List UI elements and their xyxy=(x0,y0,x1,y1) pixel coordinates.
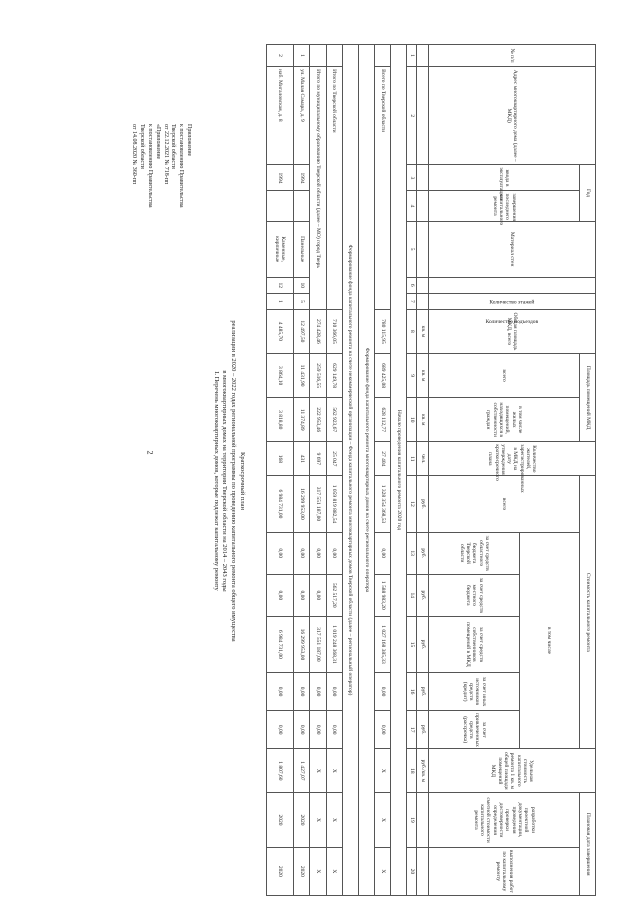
annex-line: Приложение xyxy=(186,124,192,157)
cell-premises-owned: 628 112,77 xyxy=(375,398,391,442)
cell-cost-total: 1 059 819 882,54 xyxy=(326,476,342,532)
unit-cell xyxy=(417,293,429,309)
cell-plan-docs: X xyxy=(375,793,391,847)
header-floors xyxy=(429,277,596,306)
cell-year-last-repair xyxy=(294,191,310,221)
unit-cell: руб. xyxy=(417,574,429,616)
col-number: 18 xyxy=(407,749,417,793)
col-number: 10 xyxy=(407,398,417,442)
cell-total-area: 12 497,50 xyxy=(294,309,310,353)
col-number: 3 xyxy=(407,165,417,191)
cell-total-area: 4 485,70 xyxy=(267,309,294,353)
title-line: I. Перечень многоквартирных домов, которые подлежат капитальному ремонту xyxy=(212,371,220,591)
cell-cost-other2: 0,00 xyxy=(267,711,294,749)
header-year-last-repair: завершения последнего капитального ремонта xyxy=(429,191,580,221)
cell-label: наб. Мигаловская, д. 8 xyxy=(267,67,294,165)
cell-label: ул. Малая Самара, д. 9 xyxy=(294,67,310,165)
header-cost-region: за счет средств областного бюджета Тверской области xyxy=(429,532,519,574)
cell-year-commission: 1994 xyxy=(267,165,294,191)
cell-label: Всего по Тверской области xyxy=(375,67,391,310)
annex-line: Тверской области xyxy=(139,124,146,169)
header-cost-owners: за счет средств собственников помещений в МКД xyxy=(429,616,519,672)
header-cost-local: за счет средств местного бюджета xyxy=(429,574,519,616)
cell-plan-works: 2020 xyxy=(267,847,294,895)
cell-wall-material: Каменные, кирпичные xyxy=(267,221,294,277)
cell-cost-owners: 317 551 187,00 xyxy=(310,616,326,672)
header-cost-group: Стоимость капитального ремонта xyxy=(579,476,595,749)
cell-plan-works: X xyxy=(310,847,326,895)
table-row xyxy=(375,45,391,896)
cell-cost-other: 0,00 xyxy=(326,673,342,711)
section-row xyxy=(391,45,407,896)
header-incl: в том числе xyxy=(519,532,579,749)
col-number: 7 xyxy=(407,293,417,309)
cell-floors: 10 xyxy=(294,277,310,293)
header-total-area: Общая площадь МКД, всего xyxy=(429,309,596,353)
col-number: 8 xyxy=(407,309,417,353)
header-premises-group: Площадь помещений МКД xyxy=(579,354,595,442)
cell-entrances: 5 xyxy=(294,293,310,309)
cell-entrances: 1 xyxy=(267,293,294,309)
unit-cell xyxy=(417,165,429,191)
cell-cost-other2: 0,00 xyxy=(375,711,391,749)
cell-plan-docs: X xyxy=(310,793,326,847)
col-number: 14 xyxy=(407,574,417,616)
cell-residents: 27 404 xyxy=(375,442,391,476)
cell-cost-local: 0,00 xyxy=(267,574,294,616)
cell-cost-owners: 1 019 248 368,31 xyxy=(326,616,342,672)
cell-residents: 168 xyxy=(267,442,294,476)
cell-year-commission: 1994 xyxy=(294,165,310,191)
cell-residents: 431 xyxy=(294,442,310,476)
unit-cell xyxy=(417,67,429,165)
header-premises-owned: в том числе жилых помещений, находящихся в собственности граждан xyxy=(429,398,580,442)
unit-cell: чел. xyxy=(417,442,429,476)
header-cost-total: всего xyxy=(429,476,580,532)
cell-cost-region: 0,00 xyxy=(326,532,342,574)
header-premises-total: всего xyxy=(429,354,580,398)
cell-cost-other: 0,00 xyxy=(375,673,391,711)
table-row xyxy=(310,45,326,896)
cell-num xyxy=(375,45,391,67)
cell-unit-cost: X xyxy=(326,749,342,793)
col-number: 16 xyxy=(407,673,417,711)
annex-line: от 22.12.2021 № 718-пп xyxy=(162,124,169,185)
cell-premises-total: 629 149,78 xyxy=(326,354,342,398)
col-number: 15 xyxy=(407,616,417,672)
section-tver: Формирование фонда капитального ремонта многоквартирных домов на счете регионального оператора xyxy=(358,45,374,896)
header-year-commission: ввода в эксплуатацию xyxy=(429,165,580,191)
col-number: 20 xyxy=(407,847,417,895)
col-number: 19 xyxy=(407,793,417,847)
cell-cost-region: 0,00 xyxy=(310,532,326,574)
cell-premises-owned: 3 818,80 xyxy=(267,398,294,442)
annex-line: от 14.08.2020 № 360-пп xyxy=(131,124,138,185)
cell-premises-total: 259 516,55 xyxy=(310,354,326,398)
header-address: Адрес многоквартирного дома (далее – МКД) xyxy=(429,67,596,165)
cell-cost-total: 16 299 953,00 xyxy=(294,476,310,532)
annex-line: к постановлению Правительства xyxy=(147,124,154,208)
header-year-group: Год xyxy=(579,165,595,221)
header-unit-cost: Удельная стоимость капитального ремонта 1 кв. м общей площади помещений МКД xyxy=(429,749,596,793)
cell-cost-other: 0,00 xyxy=(267,673,294,711)
cell-premises-total: 3 864,10 xyxy=(267,354,294,398)
repair-plan-table-wrapper xyxy=(266,44,596,896)
cell-unit-cost: X xyxy=(310,749,326,793)
unit-cell xyxy=(417,277,429,293)
unit-cell xyxy=(417,221,429,277)
col-number: 11 xyxy=(407,442,417,476)
cell-unit-cost: X xyxy=(375,749,391,793)
header-wall-material: Материал стен xyxy=(429,221,596,277)
header-plan-works: выполнения работ по капитальному ремонту xyxy=(429,847,580,895)
cell-cost-region: 0,00 xyxy=(267,532,294,574)
col-number: 1 xyxy=(407,45,417,67)
unit-cell xyxy=(417,45,429,67)
cell-premises-total: 689 425,08 xyxy=(375,354,391,398)
cell-plan-docs: 2020 xyxy=(294,793,310,847)
cell-unit-cost: 1 807,60 xyxy=(267,749,294,793)
cell-cost-total: 1 328 354 368,53 xyxy=(375,476,391,532)
cell-plan-docs: 2020 xyxy=(267,793,294,847)
cell-total-area: 274 428,46 xyxy=(310,309,326,353)
cell-cost-other2: 0,00 xyxy=(310,711,326,749)
cell-plan-docs: X xyxy=(326,793,342,847)
cell-cost-owners: 1 027 168 385,33 xyxy=(375,616,391,672)
annex-line: Тверской области xyxy=(170,124,177,169)
cell-floors: 12 xyxy=(267,277,294,293)
repair-plan-table xyxy=(266,44,596,896)
cell-residents: 25 047 xyxy=(326,442,342,476)
annex-line: к постановлению Правительства xyxy=(178,124,185,208)
header-entrances-text: Количество подъездов xyxy=(485,318,539,325)
annex-block xyxy=(130,124,192,294)
cell-cost-owners: 16 299 953,00 xyxy=(294,616,310,672)
cell-cost-local: 1 588 983,20 xyxy=(375,574,391,616)
unit-cell: руб. xyxy=(417,616,429,672)
col-number: 17 xyxy=(407,711,417,749)
cell-premises-owned: 222 953,46 xyxy=(310,398,326,442)
unit-cell xyxy=(417,191,429,221)
unit-cell: руб./кв. м xyxy=(417,749,429,793)
cell-total-area: 710 366,05 xyxy=(326,309,342,353)
header-plan-docs: разработки проектной документации, проведения проверки достоверности определения сметной стоимости капитального ремонта xyxy=(429,793,580,847)
header-floors-text: Количество этажей xyxy=(489,299,535,306)
cell-cost-owners: 6 984 731,00 xyxy=(267,616,294,672)
unit-cell: кв. м xyxy=(417,398,429,442)
title-line: реализации в 2020 – 2022 годах региональной программы по проведению капитального ремонта общего имущества xyxy=(230,320,238,642)
cell-label: Итого по муниципальному образованию Тверской области (далее – МО) город Тверь xyxy=(310,67,326,310)
unit-cell xyxy=(417,793,429,847)
cell-cost-region: 0,00 xyxy=(294,532,310,574)
header-residents: Количество жителей, зарегистрированных в МКД на дату утверждения краткосрочного плана xyxy=(429,442,596,476)
cell-num: 1 xyxy=(294,45,310,67)
header-plan-group: Плановая дата завершения xyxy=(579,793,595,896)
header-num: № п/п xyxy=(429,45,596,67)
section-row xyxy=(342,45,358,896)
cell-cost-total: 6 984 731,00 xyxy=(267,476,294,532)
section-2020: Начало проведения капитального ремонта 2020 год xyxy=(391,45,407,896)
unit-cell xyxy=(417,847,429,895)
col-number: 6 xyxy=(407,277,417,293)
cell-unit-cost: 1 427,07 xyxy=(294,749,310,793)
col-number: 5 xyxy=(407,221,417,277)
title-line: в многоквартирных домах на территории Тверской области на 2014 – 2043 годы xyxy=(221,370,229,592)
title-line: Краткосрочный план xyxy=(239,452,246,510)
cell-label: Итого по Тверской области xyxy=(326,67,342,310)
unit-cell: кв. м xyxy=(417,354,429,398)
cell-cost-local: 0,00 xyxy=(310,574,326,616)
cell-num xyxy=(310,45,326,67)
annex-line: «Приложение xyxy=(154,124,161,160)
cell-num: 2 xyxy=(267,45,294,67)
table-row xyxy=(326,45,342,896)
document-title xyxy=(211,176,246,786)
cell-residents: 9 697 xyxy=(310,442,326,476)
header-row-1 xyxy=(579,45,595,896)
cell-total-area: 780 115,95 xyxy=(375,309,391,353)
table-row xyxy=(267,45,294,896)
unit-cell: руб. xyxy=(417,711,429,749)
cell-plan-works: X xyxy=(326,847,342,895)
cell-cost-other: 0,00 xyxy=(310,673,326,711)
page-number: 2 xyxy=(145,450,155,455)
cell-cost-total: 317 551 187,00 xyxy=(310,476,326,532)
cell-premises-total: 11 431,90 xyxy=(294,354,310,398)
cell-cost-other2: 0,00 xyxy=(294,711,310,749)
section-row xyxy=(358,45,374,896)
unit-cell: руб. xyxy=(417,673,429,711)
cell-premises-owned: 11 374,89 xyxy=(294,398,310,442)
cell-cost-other2: 0,00 xyxy=(326,711,342,749)
table-row xyxy=(294,45,310,896)
cell-plan-works: X xyxy=(375,847,391,895)
col-number: 12 xyxy=(407,476,417,532)
cell-year-last-repair xyxy=(267,191,294,221)
column-numbers-row xyxy=(407,45,417,896)
unit-cell: руб. xyxy=(417,476,429,532)
units-row xyxy=(417,45,429,896)
cell-cost-local: 562 517,20 xyxy=(326,574,342,616)
cell-cost-region: 0,00 xyxy=(375,532,391,574)
cell-cost-other: 0,00 xyxy=(294,673,310,711)
header-cost-other: за счет иных источников средств (кредит) xyxy=(429,673,519,711)
header-cost-other2: за счет привлеченных средств (рассрочка) xyxy=(429,711,519,749)
cell-premises-owned: 562 923,67 xyxy=(326,398,342,442)
col-number: 4 xyxy=(407,191,417,221)
unit-cell: кв. м xyxy=(417,309,429,353)
cell-cost-local: 0,00 xyxy=(294,574,310,616)
cell-wall-material: Панельные xyxy=(294,221,310,277)
col-number: 9 xyxy=(407,354,417,398)
section-regional: Формирование фонда капитального ремонта на счете некоммерческой организации – Фонда капитального ремонта многоквартирных домов Тверской области (далее – региональный оператор) xyxy=(342,45,358,896)
unit-cell: руб. xyxy=(417,532,429,574)
col-number: 2 xyxy=(407,67,417,165)
col-number: 13 xyxy=(407,532,417,574)
cell-plan-works: 2020 xyxy=(294,847,310,895)
cell-num xyxy=(326,45,342,67)
